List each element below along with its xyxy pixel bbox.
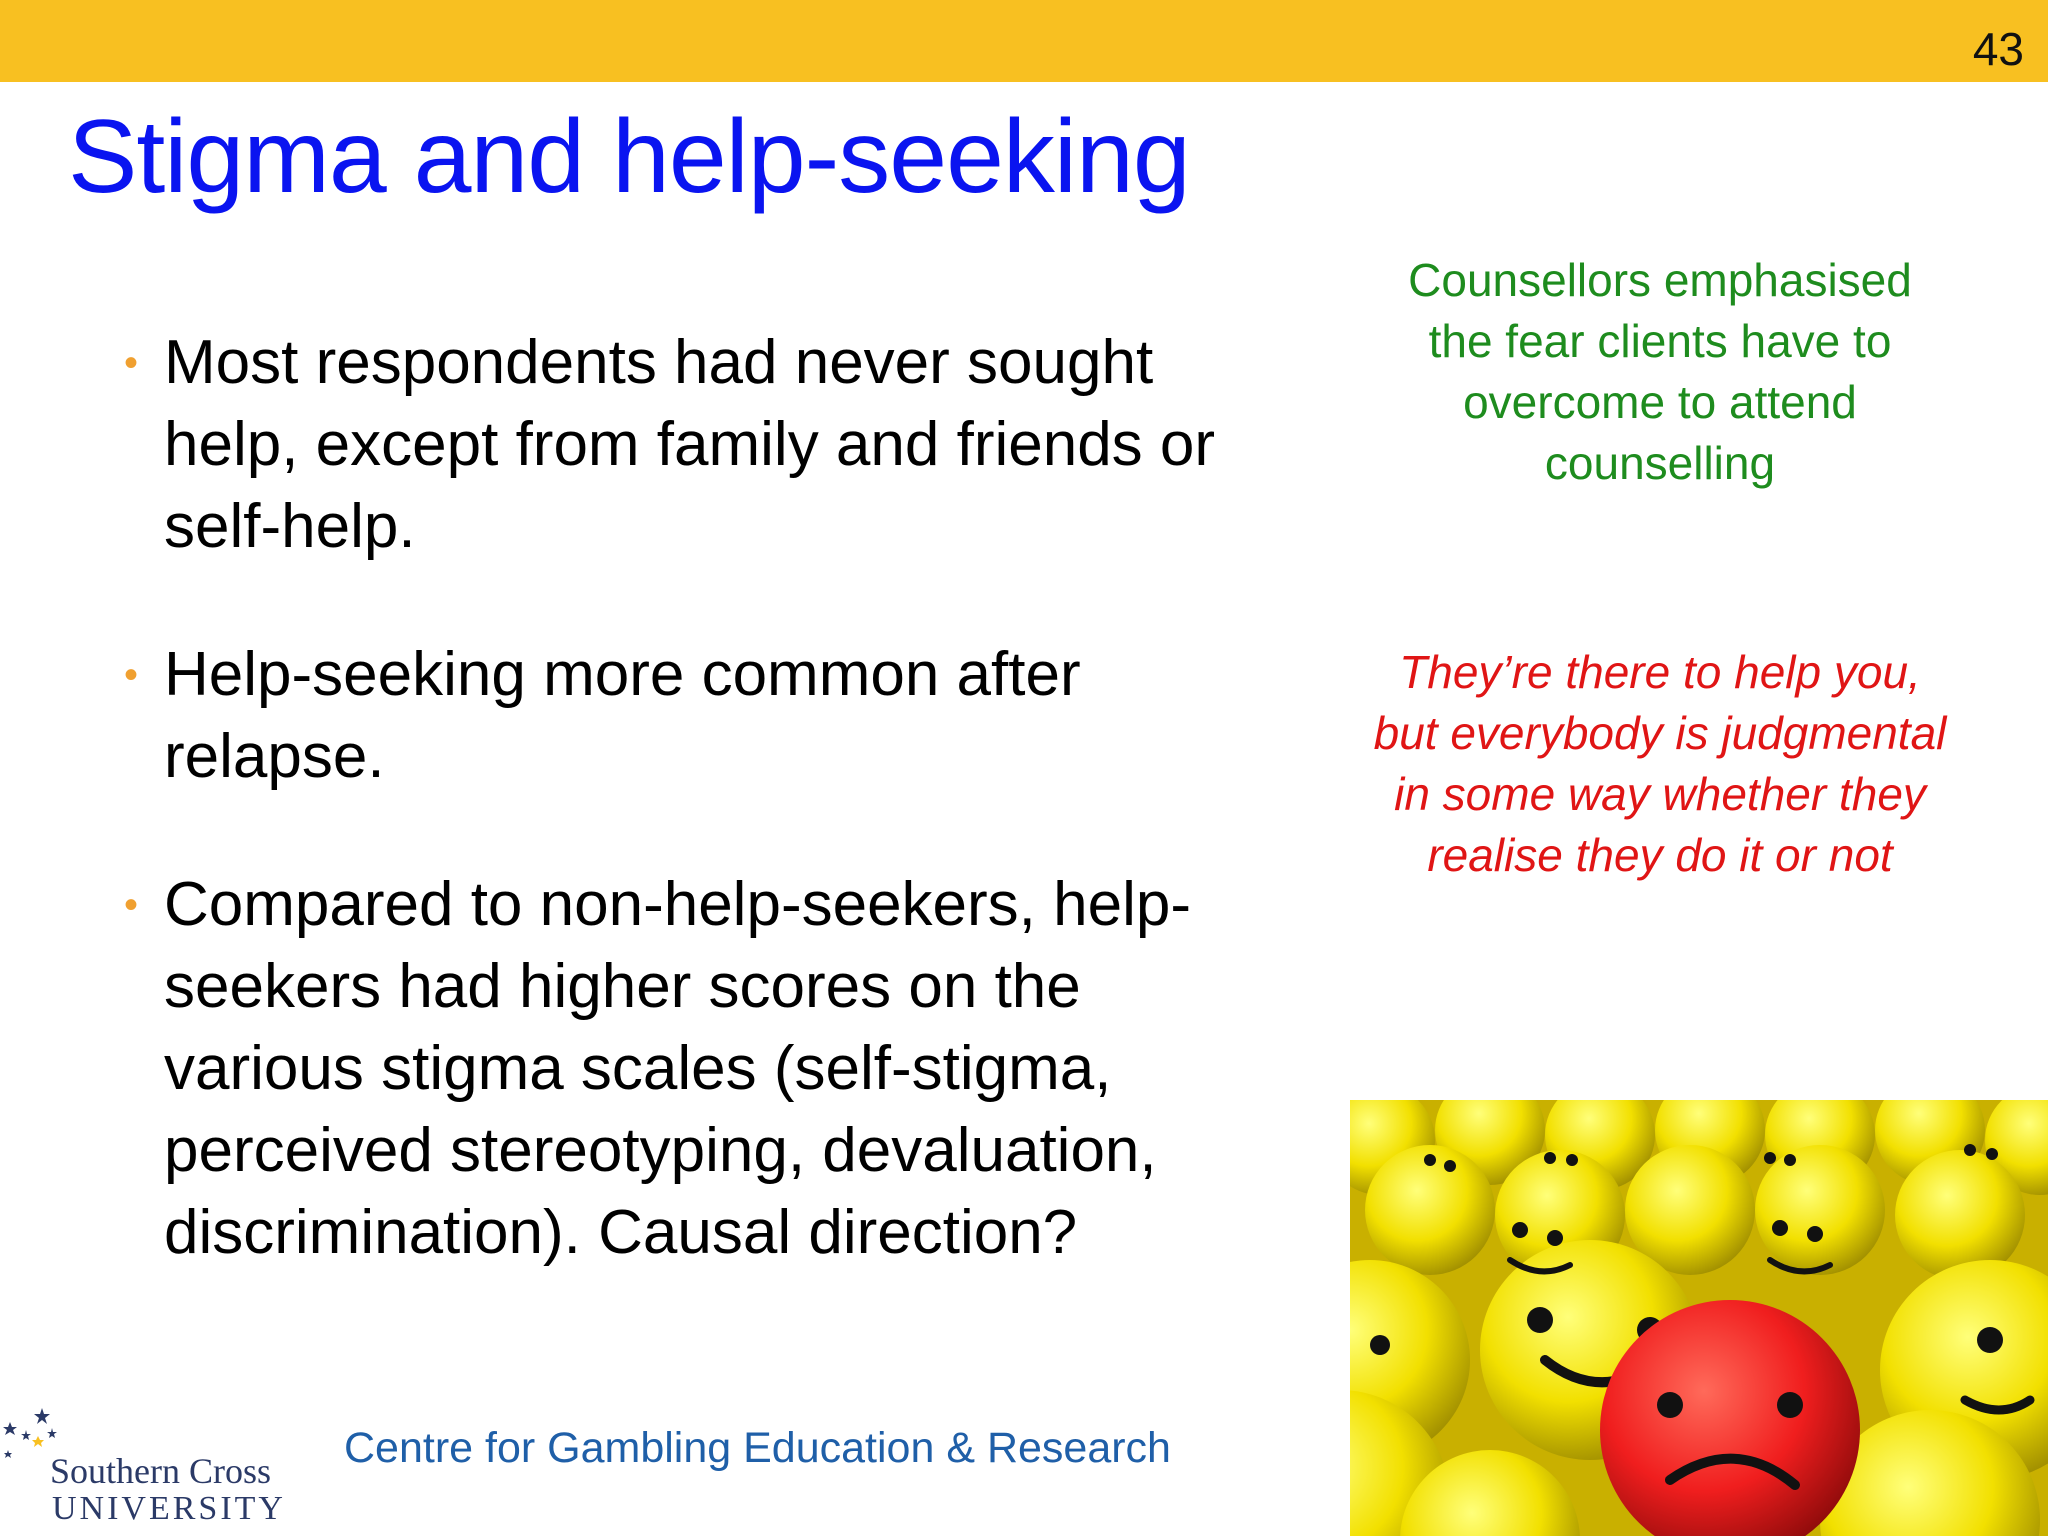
- logo-name-line2: UNIVERSITY: [52, 1490, 286, 1527]
- counsellor-note: Counsellors emphasised the fear clients have to overcome to attend counselling: [1408, 254, 1912, 489]
- bullet-text: Most respondents had never sought help, except from family and friends or self-help.: [164, 328, 1216, 561]
- bullet-list: [124, 322, 1274, 1340]
- bullet-marker-icon: •: [124, 341, 139, 385]
- bullet-text: Compared to non-help-seekers, help-seekers had higher scores on the various stigma scales (self-stigma, perceived stereotyping, devaluation, discrimination). Causal direction?: [164, 870, 1191, 1267]
- bullet-marker-icon: •: [124, 653, 139, 697]
- university-logo: [0, 1400, 330, 1536]
- footer-centre-name: Centre for Gambling Education & Research: [344, 1424, 1171, 1472]
- slide-number: 43: [1972, 23, 2024, 75]
- smiley-faces-illustration: [1350, 1100, 2048, 1536]
- bullet-item: [124, 864, 1274, 1274]
- smiley-faces-image: [1350, 1100, 2048, 1536]
- bullet-marker-icon: •: [124, 883, 139, 927]
- top-bar: [0, 0, 2048, 82]
- logo-name-line1: Southern Cross: [50, 1451, 272, 1491]
- bullet-text: Help-seeking more common after relapse.: [164, 640, 1081, 791]
- slide-title: Stigma and help-seeking: [68, 99, 1190, 215]
- bullet-item: [124, 322, 1274, 568]
- client-quote: They’re there to help you, but everybody is judgmental in some way whether they realise they do it or not: [1373, 646, 1947, 881]
- bullet-item: [124, 634, 1274, 798]
